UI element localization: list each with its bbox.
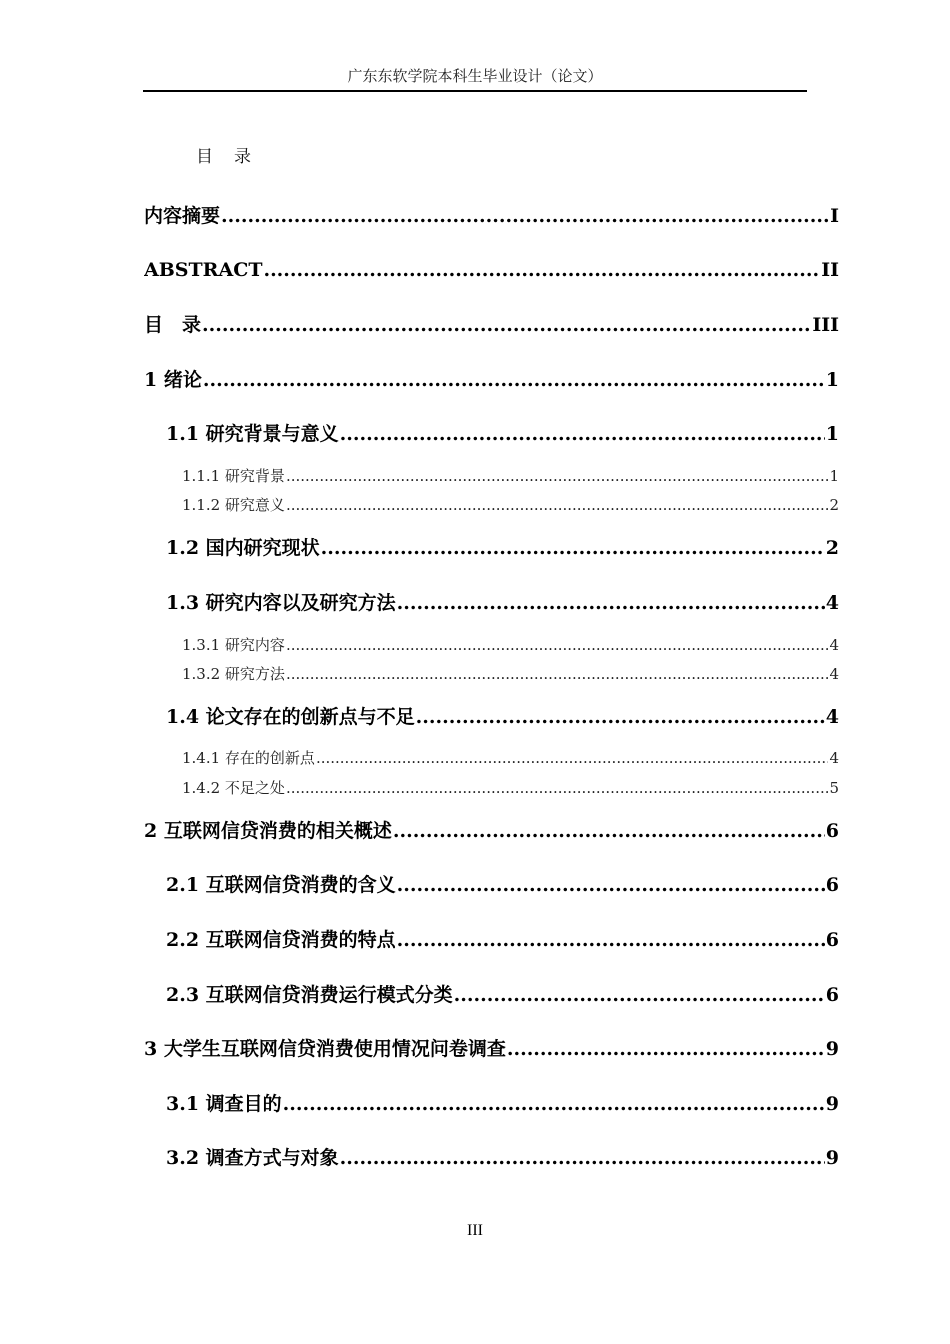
toc-entry-section-1-4[interactable] (166, 703, 839, 731)
toc-entry-title: 3.2 调查方式与对象 (166, 1147, 339, 1169)
toc-entry-page: III (812, 314, 839, 336)
toc-entry-chapter-3[interactable] (144, 1035, 839, 1063)
toc-leader-dots (393, 817, 825, 845)
toc-entry-section-1-3-2[interactable] (182, 663, 839, 685)
toc-entry-title: 2.2 互联网信贷消费的特点 (166, 929, 396, 951)
toc-leader-dots (221, 202, 829, 230)
toc-entry-title: 3 大学生互联网信贷消费使用情况问卷调查 (144, 1038, 506, 1060)
toc-entry-section-3-1[interactable] (166, 1090, 839, 1118)
toc-entry-page: 9 (825, 1093, 839, 1115)
toc-entry-page: 1 (825, 423, 839, 445)
toc-entry-section-1-2[interactable] (166, 534, 839, 562)
toc-leader-dots (397, 871, 825, 899)
toc-entry-title: 1.1.1 研究背景 (182, 467, 285, 485)
toc-entry-title: 1.4.1 存在的创新点 (182, 749, 315, 767)
toc-entry-title: ABSTRACT (144, 259, 263, 281)
toc-entry-title: 目 录 (144, 314, 202, 336)
toc-leader-dots (416, 703, 825, 731)
toc-entry-page: 6 (825, 874, 839, 896)
toc-leader-dots (263, 256, 820, 284)
toc-entry-page: 4 (825, 706, 839, 728)
toc-caption: 目 录 (196, 147, 253, 167)
toc-entry-page: 2 (829, 496, 839, 514)
toc-entry-abstract-en[interactable] (144, 256, 839, 284)
toc-entry-page: I (830, 205, 839, 227)
toc-leader-dots (283, 1090, 825, 1118)
toc-entry-title: 1.1.2 研究意义 (182, 496, 285, 514)
toc-entry-title: 1.2 国内研究现状 (166, 537, 320, 559)
toc-entry-page: 4 (825, 592, 839, 614)
toc-entry-chapter-1[interactable] (144, 366, 839, 394)
toc-entry-section-1-1-2[interactable] (182, 494, 839, 516)
toc-entry-contents[interactable] (144, 311, 839, 339)
toc-entry-title: 2 互联网信贷消费的相关概述 (144, 820, 392, 842)
toc-entry-title: 1.1 研究背景与意义 (166, 423, 339, 445)
toc-leader-dots (340, 1144, 825, 1172)
toc-entry-section-1-4-1[interactable] (182, 747, 839, 769)
toc-leader-dots (397, 926, 825, 954)
toc-entry-page: 6 (825, 984, 839, 1006)
toc-entry-section-1-3[interactable] (166, 589, 839, 617)
toc-entry-section-2-2[interactable] (166, 926, 839, 954)
toc-leader-dots (286, 465, 829, 487)
toc-entry-title: 2.3 互联网信贷消费运行模式分类 (166, 984, 453, 1006)
toc-leader-dots (454, 981, 825, 1009)
toc-entry-section-1-3-1[interactable] (182, 634, 839, 656)
toc-leader-dots (286, 663, 829, 685)
toc-entry-section-1-4-2[interactable] (182, 777, 839, 799)
toc-entry-page: 4 (829, 636, 839, 654)
toc-entry-section-1-1[interactable] (166, 420, 839, 448)
toc-leader-dots (397, 589, 825, 617)
toc-entry-page: 9 (825, 1147, 839, 1169)
toc-entry-page: 9 (825, 1038, 839, 1060)
toc-entry-section-1-1-1[interactable] (182, 465, 839, 487)
toc-leader-dots (286, 777, 829, 799)
toc-entry-page: 4 (829, 665, 839, 683)
toc-entry-page: 1 (829, 467, 839, 485)
toc-leader-dots (507, 1035, 825, 1063)
toc-entry-title: 1.3 研究内容以及研究方法 (166, 592, 396, 614)
toc-entry-title: 1.3.1 研究内容 (182, 636, 285, 654)
toc-entry-page: II (821, 259, 839, 281)
toc-entry-page: 6 (825, 820, 839, 842)
toc-leader-dots (286, 494, 829, 516)
toc-leader-dots (316, 747, 829, 769)
toc-entry-section-2-1[interactable] (166, 871, 839, 899)
toc-entry-page: 4 (829, 749, 839, 767)
toc-leader-dots (340, 420, 825, 448)
toc-entry-page: 2 (825, 537, 839, 559)
toc-entry-title: 内容摘要 (144, 205, 221, 227)
toc-entry-title: 1.3.2 研究方法 (182, 665, 285, 683)
toc-entry-title: 3.1 调查目的 (166, 1093, 282, 1115)
toc-entry-page: 1 (825, 369, 839, 391)
toc-entry-title: 1.4 论文存在的创新点与不足 (166, 706, 415, 728)
page-number: III (467, 1222, 483, 1239)
toc-entry-title: 2.1 互联网信贷消费的含义 (166, 874, 396, 896)
toc-entry-section-3-2[interactable] (166, 1144, 839, 1172)
toc-leader-dots (203, 366, 825, 394)
toc-entry-title: 1 绪论 (144, 369, 202, 391)
toc-entry-page: 6 (825, 929, 839, 951)
toc-entry-title: 1.4.2 不足之处 (182, 779, 285, 797)
toc-entry-chapter-2[interactable] (144, 817, 839, 845)
page-header: 广东东软学院本科生毕业设计（论文） (143, 64, 807, 92)
toc-entry-page: 5 (829, 779, 839, 797)
toc-leader-dots (321, 534, 825, 562)
toc-leader-dots (286, 634, 829, 656)
toc-leader-dots (202, 311, 811, 339)
toc-entry-abstract-cn[interactable] (144, 202, 839, 230)
toc-entry-section-2-3[interactable] (166, 981, 839, 1009)
